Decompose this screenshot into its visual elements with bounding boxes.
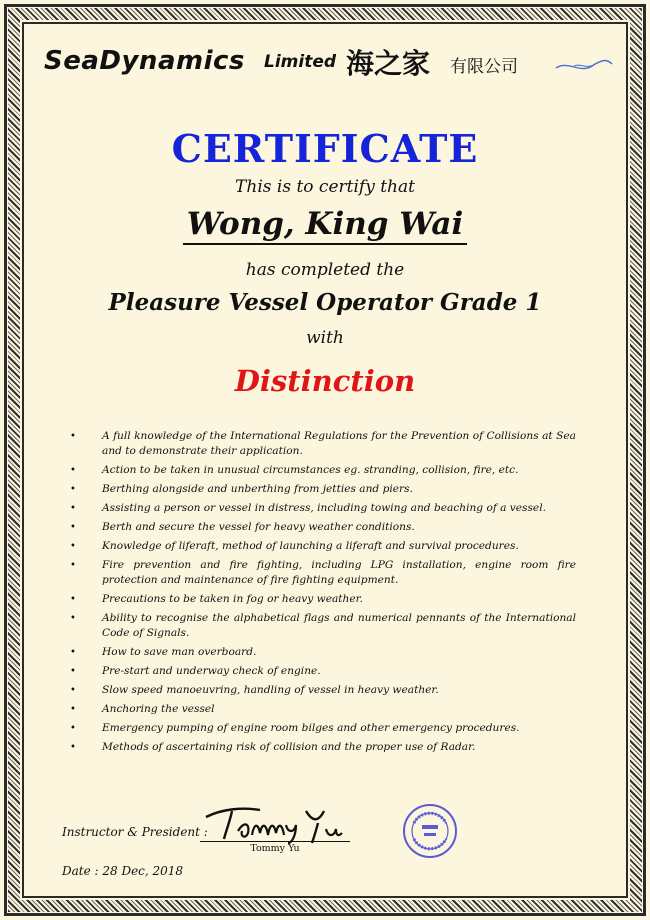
bullet-icon: • — [70, 431, 76, 442]
recipient-name: Wong, King Wai — [183, 206, 467, 245]
company-name: SeaDynamics — [44, 46, 245, 76]
skill-item: • Pre-start and underway check of engine. — [70, 665, 321, 677]
bullet-icon: • — [70, 704, 76, 715]
skill-item: • Emergency pumping of engine room bilges and other emergency procedures. — [70, 722, 520, 734]
bullet-icon: • — [70, 685, 76, 696]
skill-item: • Berthing alongside and unberthing from jetties and piers. — [70, 483, 413, 495]
bullet-icon: • — [70, 541, 76, 552]
company-limited: Limited — [264, 52, 337, 72]
certificate-title: CERTIFICATE — [171, 126, 479, 171]
bullet-icon: • — [70, 742, 76, 753]
bullet-icon: • — [70, 613, 76, 624]
signature-line — [200, 841, 350, 842]
company-seal-stamp — [402, 803, 458, 859]
skill-item: • How to save man overboard. — [70, 646, 257, 658]
skill-item: • Assisting a person or vessel in distress, including towing and beaching of a vessel. — [70, 502, 546, 514]
skill-item: • Anchoring the vessel — [70, 703, 215, 715]
certificate-content — [26, 26, 624, 894]
bullet-icon: • — [70, 723, 76, 734]
bullet-icon: • — [70, 484, 76, 495]
bullet-icon: • — [70, 522, 76, 533]
bullet-icon: • — [70, 560, 76, 571]
bullet-icon: • — [70, 666, 76, 677]
certify-text: This is to certify that — [235, 177, 415, 197]
issue-date: Date : 28 Dec, 2018 — [62, 864, 184, 878]
bullet-icon: • — [70, 465, 76, 476]
skill-item: • Action to be taken in unusual circumstances eg. stranding, collision, fire, etc. — [70, 464, 519, 476]
company-header — [44, 46, 604, 86]
recipient-block — [26, 206, 624, 245]
with-text: with — [306, 328, 344, 348]
bullet-icon: • — [70, 647, 76, 658]
skill-item: • Ability to recognise the alphabetical flags and numerical pennants of the International Code of Signals. — [70, 612, 576, 639]
course-name: Pleasure Vessel Operator Grade 1 — [108, 289, 542, 316]
company-chinese-name: 海之家 — [346, 47, 431, 80]
skill-item: • Methods of ascertaining risk of collision and the proper use of Radar. — [70, 741, 476, 753]
skill-item: • A full knowledge of the International Regulations for the Prevention of Collisions at Sea and to demonstrate their application. — [70, 430, 576, 457]
completed-text: has completed the — [245, 260, 405, 280]
company-chinese-suffix: 有限公司 — [450, 57, 518, 77]
wave-line-icon — [554, 54, 614, 78]
skill-item: • Slow speed manoeuvring, handling of vessel in heavy weather. — [70, 684, 439, 696]
handwritten-signature — [202, 801, 352, 845]
bullet-icon: • — [70, 594, 76, 605]
grade-distinction: Distinction — [234, 364, 416, 398]
skill-item: • Fire prevention and fire fighting, including LPG installation, engine room fire protection and maintenance of fire fighting equipment. — [70, 559, 576, 586]
bullet-icon: • — [70, 503, 76, 514]
signature-block — [62, 821, 622, 861]
skill-item: • Berth and secure the vessel for heavy weather conditions. — [70, 521, 415, 533]
skill-item: • Knowledge of liferaft, method of launching a liferaft and survival procedures. — [70, 540, 519, 552]
skill-item: • Precautions to be taken in fog or heavy weather. — [70, 593, 363, 605]
skills-list — [66, 429, 576, 759]
signature-label: Instructor & President : — [62, 825, 208, 839]
signer-name: Tommy Yu — [250, 843, 300, 854]
